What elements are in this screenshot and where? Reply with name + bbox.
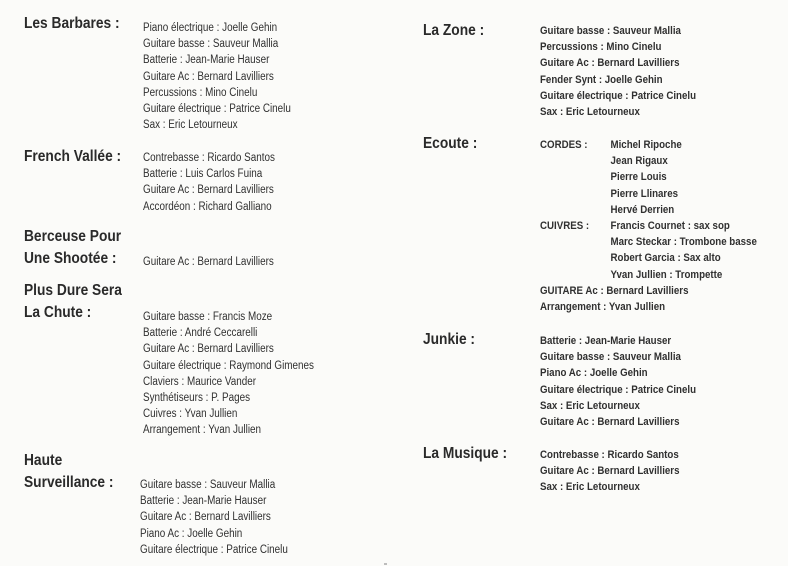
credits-la-musique — [540, 447, 679, 496]
group-row — [540, 250, 757, 266]
credit-line: Pierre Llinares — [610, 187, 679, 200]
credit-line: Guitare Ac : Bernard Lavilliers — [143, 184, 274, 197]
credit-line: Guitare basse : Francis Moze — [143, 311, 273, 323]
group-label-cordes: CORDES : — [540, 139, 588, 151]
song-title-berceuse-pour-une-shootee — [24, 226, 121, 270]
song-title-ecoute — [423, 133, 477, 155]
credit-line: Guitare électrique : Patrice Cinelu — [540, 383, 697, 396]
credit-line: Robert Garcia : Sax alto — [610, 252, 721, 265]
credit-line: Percussions : Mino Cinelu — [540, 41, 662, 54]
song-title-haute-surveillance — [24, 450, 113, 494]
credit-line: Sax : Eric Letourneux — [143, 119, 238, 132]
credit-line: Piano Ac : Joelle Gehin — [540, 367, 648, 380]
credit-line: Guitare Ac : Bernard Lavilliers — [143, 256, 274, 268]
group-row — [540, 169, 757, 185]
song-title-line: Junkie : — [423, 331, 476, 348]
credit-line: Jean Rigaux — [610, 155, 668, 168]
credit-line: Michel Ripoche — [610, 139, 682, 151]
credits-la-zone — [540, 23, 696, 120]
credit-line: Accordéon : Richard Galliano — [143, 200, 272, 213]
credits-ecoute — [540, 137, 757, 315]
group-row — [540, 153, 757, 169]
credits-junkie — [540, 333, 696, 430]
credit-line: Fender Synt : Joelle Gehin — [540, 73, 663, 86]
credit-line: Marc Steckar : Trombone basse — [610, 236, 757, 249]
song-title-line: Les Barbares : — [24, 15, 120, 32]
group-label-spacer — [540, 202, 611, 218]
song-title-la-zone — [423, 20, 484, 42]
credit-line: Batterie : Jean-Marie Hauser — [143, 54, 270, 67]
group-row — [540, 137, 757, 153]
group-row — [540, 202, 757, 218]
song-title-french-vallee — [24, 146, 121, 168]
credit-line: Sax : Eric Letourneux — [540, 106, 640, 119]
group-row — [540, 218, 757, 234]
song-title-junkie — [423, 329, 475, 351]
credit-line: Claviers : Maurice Vander — [143, 375, 257, 388]
credit-line: Cuivres : Yvan Jullien — [143, 408, 238, 421]
credit-line: Arrangement : Yvan Jullien — [540, 301, 666, 314]
scan-speck — [384, 563, 387, 565]
credits-berceuse-pour-une-shootee — [143, 254, 274, 270]
credits-french-vallee — [143, 150, 275, 215]
credit-line: Guitare Ac : Bernard Lavilliers — [540, 57, 680, 70]
credit-line: Guitare Ac : Bernard Lavilliers — [540, 465, 680, 478]
credit-line: Guitare électrique : Patrice Cinelu — [540, 89, 697, 102]
credit-line: Batterie : Luis Carlos Fuina — [143, 168, 263, 181]
credit-line: Guitare Ac : Bernard Lavilliers — [143, 343, 274, 356]
credit-line: GUITARE Ac : Bernard Lavilliers — [540, 284, 689, 297]
song-title-line: Berceuse Pour — [24, 228, 122, 245]
group-label-spacer — [540, 153, 611, 169]
credits-haute-surveillance — [140, 477, 288, 558]
credit-line: Contrebasse : Ricardo Santos — [143, 152, 275, 164]
group-label-cuivres: CUIVRES : — [540, 220, 590, 233]
song-title-line: Surveillance : — [24, 474, 114, 491]
song-title-line: Une Shootée : — [24, 250, 117, 267]
credit-line: Synthétiseurs : P. Pages — [143, 392, 251, 405]
credit-line: Guitare électrique : Patrice Cinelu — [140, 543, 288, 556]
credit-line: Sax : Eric Letourneux — [540, 481, 640, 494]
group-row — [540, 186, 757, 202]
credit-line: Pierre Louis — [610, 171, 667, 184]
credit-line: Percussions : Mino Cinelu — [143, 86, 258, 99]
song-title-la-musique — [423, 443, 507, 465]
group-label-spacer — [540, 267, 611, 283]
song-title-plus-dure-sera-la-chute — [24, 280, 122, 324]
credit-line: Arrangement : Yvan Jullien — [143, 424, 262, 437]
credit-line: Francis Cournet : sax sop — [610, 220, 730, 233]
credit-line: Piano Ac : Joelle Gehin — [140, 527, 243, 540]
song-title-les-barbares — [24, 13, 120, 35]
credit-line: Guitare Ac : Bernard Lavilliers — [143, 70, 274, 83]
credit-line: Guitare électrique : Raymond Gimenes — [143, 359, 314, 372]
group-row — [540, 267, 757, 283]
song-title-line: French Vallée : — [24, 148, 122, 165]
credit-line: Guitare basse : Sauveur Mallia — [143, 38, 279, 51]
song-title-line: Ecoute : — [423, 135, 478, 152]
song-title-line: La Musique : — [423, 445, 508, 462]
credit-line: Guitare basse : Sauveur Mallia — [140, 479, 276, 491]
group-label-spacer — [540, 169, 611, 185]
credit-line: Contrebasse : Ricardo Santos — [540, 449, 679, 461]
credit-line: Yvan Jullien : Trompette — [610, 268, 723, 281]
group-row — [540, 299, 757, 315]
credit-line: Hervé Derrien — [610, 203, 675, 216]
group-row — [540, 234, 757, 250]
credits-les-barbares — [143, 20, 291, 133]
credit-line: Batterie : André Ceccarelli — [143, 327, 258, 340]
credit-line: Piano électrique : Joelle Gehin — [143, 22, 278, 34]
credit-line: Batterie : Jean-Marie Hauser — [540, 335, 672, 347]
credit-line: Guitare basse : Sauveur Mallia — [540, 351, 681, 364]
credit-line: Guitare électrique : Patrice Cinelu — [143, 103, 291, 116]
group-label-spacer — [540, 186, 611, 202]
credit-line: Batterie : Jean-Marie Hauser — [140, 495, 267, 508]
group-label-spacer — [540, 250, 611, 266]
credit-line: Guitare basse : Sauveur Mallia — [540, 25, 681, 37]
song-title-line: La Chute : — [24, 304, 92, 321]
group-label-spacer — [540, 234, 611, 250]
credit-line: Sax : Eric Letourneux — [540, 399, 640, 412]
song-title-line: Haute — [24, 452, 63, 469]
credits-plus-dure-sera-la-chute — [143, 309, 314, 439]
song-title-line: La Zone : — [423, 22, 485, 39]
song-title-line: Plus Dure Sera — [24, 282, 122, 299]
credit-line: Guitare Ac : Bernard Lavilliers — [540, 416, 680, 429]
credit-line: Guitare Ac : Bernard Lavilliers — [140, 511, 271, 524]
group-row — [540, 283, 757, 299]
